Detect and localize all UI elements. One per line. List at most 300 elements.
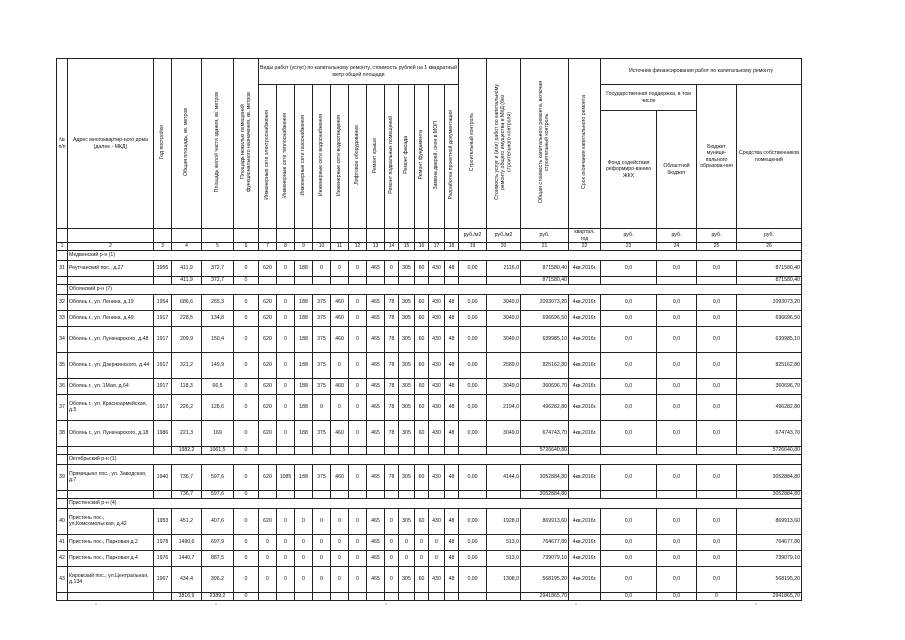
column-number: 20 xyxy=(487,243,521,251)
control-cell: 0,00 xyxy=(459,465,487,491)
work-cost-cell: 620 xyxy=(259,327,277,353)
control-cell: 0,00 xyxy=(459,509,487,535)
unit-cell: руб./м2 xyxy=(459,229,487,243)
work-cost-cell: 188 xyxy=(295,353,313,379)
work-cost-cell: 60 xyxy=(415,379,429,395)
column-number: 18 xyxy=(445,243,459,251)
address-cell: Обоянь г., ул. Ленина, д.49 xyxy=(68,311,154,327)
work-cost-cell: 78 xyxy=(385,395,399,421)
empty-cell xyxy=(487,491,521,499)
empty-cell xyxy=(349,593,367,601)
work-cost-cell: 430 xyxy=(429,353,445,379)
work-cost-cell: 465 xyxy=(367,509,385,535)
header-fin-group: Источник финансирования работ по капитальному ремонту xyxy=(601,59,802,85)
municipal-cell: 0,0 xyxy=(697,311,737,327)
work-cost-cell: 620 xyxy=(259,379,277,395)
work-cost-cell: 60 xyxy=(415,261,429,277)
address-cell: Обоянь г., ул. Красноармейская, д.5 xyxy=(68,395,154,421)
work-cost-cell: 0 xyxy=(277,509,295,535)
empty-cell xyxy=(399,277,415,285)
municipal-cell: 0,0 xyxy=(697,379,737,395)
work-cost-cell: 1085 xyxy=(277,465,295,491)
row-number: 36 xyxy=(57,379,68,395)
area-nonres-cell: 0 xyxy=(234,567,259,593)
subtotal-owners: 2941865,70 xyxy=(737,593,802,601)
cost-sqm-cell: 1928,0 xyxy=(487,509,521,535)
municipal-cell: 0,0 xyxy=(697,261,737,277)
unit-cell: руб. xyxy=(737,229,802,243)
header-fund: Фонд содействия реформиро-ванию ЖКХ xyxy=(601,111,657,229)
work-cost-cell: 0 xyxy=(399,551,415,567)
subtotal-municipal xyxy=(697,447,737,455)
empty-cell xyxy=(399,593,415,601)
work-cost-cell: 0 xyxy=(277,421,295,447)
subtotal-area-nonres: 0 xyxy=(234,593,259,601)
header-work-3: Инженерные сети газоснабжения xyxy=(299,114,306,196)
subtotal-area-total: 736,7 xyxy=(172,491,202,499)
empty-cell xyxy=(399,447,415,455)
cost-total-cell: 696696,50 xyxy=(521,311,569,327)
control-cell: 0,00 xyxy=(459,421,487,447)
work-cost-cell: 78 xyxy=(385,311,399,327)
empty-cell xyxy=(295,491,313,499)
header-work-10: Ремонт фундамента xyxy=(417,130,424,180)
address-cell: Кировский пос., ул.Центральная, д.134 xyxy=(68,567,154,593)
header-work-4: Инженерные сети водоснабжения xyxy=(317,114,324,197)
work-cost-cell: 305 xyxy=(399,353,415,379)
column-number: 7 xyxy=(259,243,277,251)
empty-cell xyxy=(429,277,445,285)
subtotal-row xyxy=(57,447,802,455)
year-cell: 1917 xyxy=(154,379,172,395)
deadline-cell: 4кв.2016г. xyxy=(569,395,601,421)
work-cost-cell: 0 xyxy=(415,535,429,551)
header-work-12: Разработка проектной документации xyxy=(447,110,454,200)
empty-cell xyxy=(367,593,385,601)
empty-cell xyxy=(367,277,385,285)
year-cell: 1940 xyxy=(154,465,172,491)
owners-cell: 674743,70 xyxy=(737,421,802,447)
table-row xyxy=(57,509,802,535)
empty-cell xyxy=(259,593,277,601)
fund-cell: 0,0 xyxy=(601,551,657,567)
subtotal-area-total: 1982,2 xyxy=(172,447,202,455)
cost-total-cell: 496282,80 xyxy=(521,395,569,421)
work-cost-cell: 0 xyxy=(415,551,429,567)
address-cell: Пристень пос., Парковая д.4 xyxy=(68,551,154,567)
empty-cell xyxy=(295,593,313,601)
column-number: 8 xyxy=(277,243,295,251)
address-cell: Обоянь г., ул. Ленина, д.19 xyxy=(68,295,154,311)
regional-cell: 0,0 xyxy=(657,465,697,491)
header-work-9: Ремонт фасада xyxy=(402,136,409,175)
subtotal-area-total: 411,9 xyxy=(172,277,202,285)
work-cost-cell: 78 xyxy=(385,379,399,395)
work-cost-cell: 48 xyxy=(445,261,459,277)
address-cell: Реутчанский пос., д.27 xyxy=(68,261,154,277)
deadline-cell: 4кв.2016г. xyxy=(569,379,601,395)
regional-cell: 0,0 xyxy=(657,379,697,395)
work-cost-cell: 0 xyxy=(349,353,367,379)
owners-cell: 696696,50 xyxy=(737,311,802,327)
empty-cell xyxy=(349,277,367,285)
header-cost-total: Общая стоимость капитального ремонта, включая строительный контроль xyxy=(538,81,551,204)
control-cell: 0,00 xyxy=(459,567,487,593)
control-cell: 0,00 xyxy=(459,535,487,551)
owners-cell: 869913,60 xyxy=(737,509,802,535)
work-cost-cell: 48 xyxy=(445,353,459,379)
empty-cell xyxy=(331,277,349,285)
work-cost-cell: 460 xyxy=(331,295,349,311)
work-cost-cell: 0 xyxy=(349,261,367,277)
work-cost-cell: 305 xyxy=(399,395,415,421)
work-cost-cell: 78 xyxy=(385,465,399,491)
cost-total-cell: 674743,70 xyxy=(521,421,569,447)
area-living-cell: 396,2 xyxy=(202,567,234,593)
empty-cell xyxy=(445,593,459,601)
work-cost-cell: 60 xyxy=(415,421,429,447)
empty-cell xyxy=(57,491,68,499)
area-nonres-cell: 0 xyxy=(234,465,259,491)
column-number: 16 xyxy=(415,243,429,251)
empty-cell xyxy=(569,277,601,285)
fund-cell: 0,0 xyxy=(601,395,657,421)
cost-total-cell: 869913,60 xyxy=(521,509,569,535)
row-number: 33 xyxy=(57,311,68,327)
unit-cell: руб. xyxy=(601,229,657,243)
empty-cell xyxy=(385,593,399,601)
table-row xyxy=(57,395,802,421)
work-cost-cell: 375 xyxy=(313,379,331,395)
header-regional: Областной бюджет xyxy=(657,111,697,229)
cost-sqm-cell: 3049,0 xyxy=(487,421,521,447)
row-number: 43 xyxy=(57,567,68,593)
area-total-cell: 209,9 xyxy=(172,327,202,353)
regional-cell: 0,0 xyxy=(657,395,697,421)
header-cost-sqm: Стоимость услуг и (или) работ по капитальному ремонту общего имущества в МКД (без строительного контроля) xyxy=(494,84,513,201)
header-deadline: Срок окончания капитального ремонта xyxy=(580,95,587,190)
empty-cell xyxy=(367,447,385,455)
empty-cell xyxy=(429,593,445,601)
work-cost-cell: 0 xyxy=(349,509,367,535)
regional-cell: 0,0 xyxy=(657,311,697,327)
header-owners: Средства собственников помещений xyxy=(737,85,802,229)
deadline-cell: 4кв.2016г. xyxy=(569,311,601,327)
owners-cell: 739079,10 xyxy=(737,551,802,567)
work-cost-cell: 465 xyxy=(367,327,385,353)
empty-cell xyxy=(154,447,172,455)
work-cost-cell: 60 xyxy=(415,509,429,535)
subtotal-area-nonres: 0 xyxy=(234,491,259,499)
header-work-7: Ремонт крыши xyxy=(371,137,378,173)
table-row xyxy=(57,311,802,327)
work-cost-cell: 78 xyxy=(385,295,399,311)
regional-cell: 0,0 xyxy=(657,567,697,593)
work-cost-cell: 375 xyxy=(313,421,331,447)
area-living-cell: 150,4 xyxy=(202,327,234,353)
work-cost-cell: 0 xyxy=(331,395,349,421)
control-cell: 0,00 xyxy=(459,261,487,277)
work-cost-cell: 0 xyxy=(331,509,349,535)
area-nonres-cell: 0 xyxy=(234,509,259,535)
address-cell: Обоянь г., ул. 1Мая, д.64 xyxy=(68,379,154,395)
empty-cell xyxy=(385,491,399,499)
fund-cell: 0,0 xyxy=(601,465,657,491)
cost-sqm-cell: 3049,0 xyxy=(487,379,521,395)
column-number: 22 xyxy=(569,243,601,251)
work-cost-cell: 0 xyxy=(349,465,367,491)
deadline-cell: 4кв.2016г. xyxy=(569,261,601,277)
work-cost-cell: 48 xyxy=(445,311,459,327)
capital-repair-table xyxy=(56,58,802,601)
district-row xyxy=(57,251,802,261)
work-cost-cell: 620 xyxy=(259,421,277,447)
area-living-cell: 407,6 xyxy=(202,509,234,535)
control-cell: 0,00 xyxy=(459,395,487,421)
work-cost-cell: 620 xyxy=(259,295,277,311)
regional-cell: 0,0 xyxy=(657,353,697,379)
year-cell: 1954 xyxy=(154,295,172,311)
address-cell: Обоянь г., ул. Дзержинского, д.44 xyxy=(68,353,154,379)
empty-cell xyxy=(487,277,521,285)
district-name: Октябрьский р-н (1) xyxy=(68,455,802,465)
municipal-cell: 0,0 xyxy=(697,353,737,379)
regional-cell: 0,0 xyxy=(657,551,697,567)
work-cost-cell: 465 xyxy=(367,311,385,327)
subtotal-row xyxy=(57,593,802,601)
work-cost-cell: 48 xyxy=(445,379,459,395)
work-cost-cell: 620 xyxy=(259,395,277,421)
subtotal-regional xyxy=(657,491,697,499)
work-cost-cell: 0 xyxy=(399,535,415,551)
work-cost-cell: 0 xyxy=(349,395,367,421)
work-cost-cell: 0 xyxy=(259,551,277,567)
column-number: 3 xyxy=(154,243,172,251)
subtotal-regional: 0,0 xyxy=(657,593,697,601)
work-cost-cell: 375 xyxy=(313,465,331,491)
column-number: 26 xyxy=(737,243,802,251)
municipal-cell: 0,0 xyxy=(697,551,737,567)
work-cost-cell: 188 xyxy=(295,465,313,491)
area-nonres-cell: 0 xyxy=(234,311,259,327)
cost-total-cell: 568195,20 xyxy=(521,567,569,593)
work-cost-cell: 0 xyxy=(277,311,295,327)
work-cost-cell: 0 xyxy=(349,421,367,447)
work-cost-cell: 305 xyxy=(399,567,415,593)
work-cost-cell: 48 xyxy=(445,567,459,593)
control-cell: 0,00 xyxy=(459,327,487,353)
column-number: 6 xyxy=(234,243,259,251)
regional-cell: 0,0 xyxy=(657,261,697,277)
subtotal-area-living: 372,7 xyxy=(202,277,234,285)
work-cost-cell: 375 xyxy=(313,327,331,353)
work-cost-cell: 0 xyxy=(259,567,277,593)
work-cost-cell: 0 xyxy=(277,295,295,311)
work-cost-cell: 0 xyxy=(277,261,295,277)
year-cell: 1956 xyxy=(154,261,172,277)
area-living-cell: 887,5 xyxy=(202,551,234,567)
cost-total-cell: 3052884,80 xyxy=(521,465,569,491)
area-living-cell: 128,6 xyxy=(202,395,234,421)
header-work-6: Лифтовое оборудование xyxy=(353,125,360,185)
regional-cell: 0,0 xyxy=(657,535,697,551)
work-cost-cell: 188 xyxy=(295,311,313,327)
work-cost-cell: 375 xyxy=(313,295,331,311)
cost-total-cell: 871580,40 xyxy=(521,261,569,277)
header-control: Строительный контроль xyxy=(468,112,475,172)
work-cost-cell: 188 xyxy=(295,379,313,395)
subtotal-area-nonres: 0 xyxy=(234,277,259,285)
table-row xyxy=(57,551,802,567)
year-cell: 1917 xyxy=(154,327,172,353)
empty-cell xyxy=(68,277,154,285)
work-cost-cell: 0 xyxy=(349,551,367,567)
work-cost-cell: 188 xyxy=(295,421,313,447)
work-cost-cell: 620 xyxy=(259,509,277,535)
empty-cell xyxy=(154,277,172,285)
work-cost-cell: 60 xyxy=(415,295,429,311)
work-cost-cell: 0 xyxy=(277,535,295,551)
owners-cell: 871580,40 xyxy=(737,261,802,277)
work-cost-cell: 430 xyxy=(429,379,445,395)
area-nonres-cell: 0 xyxy=(234,421,259,447)
work-cost-cell: 0 xyxy=(277,551,295,567)
subtotal-area-total: 3816,9 xyxy=(172,593,202,601)
work-cost-cell: 48 xyxy=(445,509,459,535)
cost-total-cell: 739079,10 xyxy=(521,551,569,567)
work-cost-cell: 620 xyxy=(259,465,277,491)
work-cost-cell: 0 xyxy=(313,551,331,567)
work-cost-cell: 465 xyxy=(367,465,385,491)
area-nonres-cell: 0 xyxy=(234,395,259,421)
header-area-total: Общая площадь, кв. метров xyxy=(182,108,189,177)
fund-cell: 0,0 xyxy=(601,353,657,379)
unit-cell: руб./м2 xyxy=(487,229,521,243)
work-cost-cell: 48 xyxy=(445,395,459,421)
work-cost-cell: 60 xyxy=(415,353,429,379)
cost-sqm-cell: 3049,0 xyxy=(487,327,521,353)
control-cell: 0,00 xyxy=(459,311,487,327)
row-number: 34 xyxy=(57,327,68,353)
work-cost-cell: 48 xyxy=(445,535,459,551)
cost-sqm-cell: 2589,0 xyxy=(487,353,521,379)
year-cell: 1967 xyxy=(154,567,172,593)
work-cost-cell: 0 xyxy=(385,551,399,567)
area-living-cell: 66,5 xyxy=(202,379,234,395)
work-cost-cell: 0 xyxy=(349,379,367,395)
empty-cell xyxy=(331,593,349,601)
work-cost-cell: 305 xyxy=(399,465,415,491)
fund-cell: 0,0 xyxy=(601,535,657,551)
work-cost-cell: 188 xyxy=(295,395,313,421)
empty-cell xyxy=(349,447,367,455)
work-cost-cell: 0 xyxy=(349,327,367,353)
empty-cell xyxy=(259,277,277,285)
area-total-cell: 1440,7 xyxy=(172,551,202,567)
fund-cell: 0,0 xyxy=(601,311,657,327)
row-number: 31 xyxy=(57,261,68,277)
area-total-cell: 228,5 xyxy=(172,311,202,327)
work-cost-cell: 0 xyxy=(349,311,367,327)
cost-total-cell: 764677,80 xyxy=(521,535,569,551)
area-nonres-cell: 0 xyxy=(234,551,259,567)
empty-cell xyxy=(487,593,521,601)
column-number: 25 xyxy=(697,243,737,251)
column-number: 24 xyxy=(657,243,697,251)
cost-sqm-cell: 3049,0 xyxy=(487,311,521,327)
column-number: 12 xyxy=(349,243,367,251)
subtotal-owners: 3052884,80 xyxy=(737,491,802,499)
work-cost-cell: 0 xyxy=(331,535,349,551)
subtotal-area-living: 2389,2 xyxy=(202,593,234,601)
municipal-cell: 0,0 xyxy=(697,509,737,535)
work-cost-cell: 430 xyxy=(429,509,445,535)
table-row xyxy=(57,295,802,311)
header-work-11: Замена дверей, окон в МОП xyxy=(432,120,439,190)
header-n: № п/п xyxy=(57,59,68,229)
header-work-2: Инженерные сети теплоснабжения xyxy=(281,112,288,198)
fund-cell: 0,0 xyxy=(601,261,657,277)
subtotal-owners: 5726640,80 xyxy=(737,447,802,455)
work-cost-cell: 60 xyxy=(415,465,429,491)
work-cost-cell: 0 xyxy=(331,261,349,277)
owners-cell: 764677,80 xyxy=(737,535,802,551)
work-cost-cell: 60 xyxy=(415,567,429,593)
cost-sqm-cell: 1308,0 xyxy=(487,567,521,593)
work-cost-cell: 48 xyxy=(445,551,459,567)
municipal-cell: 0,0 xyxy=(697,327,737,353)
row-number: 39 xyxy=(57,465,68,491)
header-works-group: Виды работ (услуг) по капитальному ремонту, стоимость рублей на 1 квадратный метр общей площади xyxy=(259,59,459,85)
empty-cell xyxy=(68,491,154,499)
deadline-cell: 4кв.2016г. xyxy=(569,295,601,311)
work-cost-cell: 430 xyxy=(429,261,445,277)
subtotal-regional xyxy=(657,447,697,455)
empty-cell xyxy=(331,491,349,499)
work-cost-cell: 430 xyxy=(429,311,445,327)
empty-cell xyxy=(295,277,313,285)
column-number: 9 xyxy=(295,243,313,251)
work-cost-cell: 0 xyxy=(277,353,295,379)
column-number: 5 xyxy=(202,243,234,251)
empty-cell xyxy=(57,447,68,455)
row-number: 41 xyxy=(57,535,68,551)
header-work-8: Ремонт подвальных помещений xyxy=(387,116,394,194)
work-cost-cell: 188 xyxy=(295,261,313,277)
empty-cell xyxy=(399,491,415,499)
fund-cell: 0,0 xyxy=(601,509,657,535)
work-cost-cell: 48 xyxy=(445,465,459,491)
empty-cell xyxy=(487,447,521,455)
work-cost-cell: 78 xyxy=(385,353,399,379)
owners-cell: 639985,10 xyxy=(737,327,802,353)
work-cost-cell: 305 xyxy=(399,421,415,447)
unit-cell: руб. xyxy=(521,229,569,243)
work-cost-cell: 305 xyxy=(399,379,415,395)
work-cost-cell: 465 xyxy=(367,421,385,447)
work-cost-cell: 0 xyxy=(331,353,349,379)
subtotal-area-nonres: 0 xyxy=(234,447,259,455)
column-number: 11 xyxy=(331,243,349,251)
control-cell: 0,00 xyxy=(459,379,487,395)
empty-cell xyxy=(385,277,399,285)
work-cost-cell: 0 xyxy=(331,551,349,567)
municipal-cell: 0,0 xyxy=(697,295,737,311)
work-cost-cell: 0 xyxy=(331,567,349,593)
area-nonres-cell: 0 xyxy=(234,261,259,277)
column-number: 14 xyxy=(385,243,399,251)
work-cost-cell: 0 xyxy=(295,535,313,551)
